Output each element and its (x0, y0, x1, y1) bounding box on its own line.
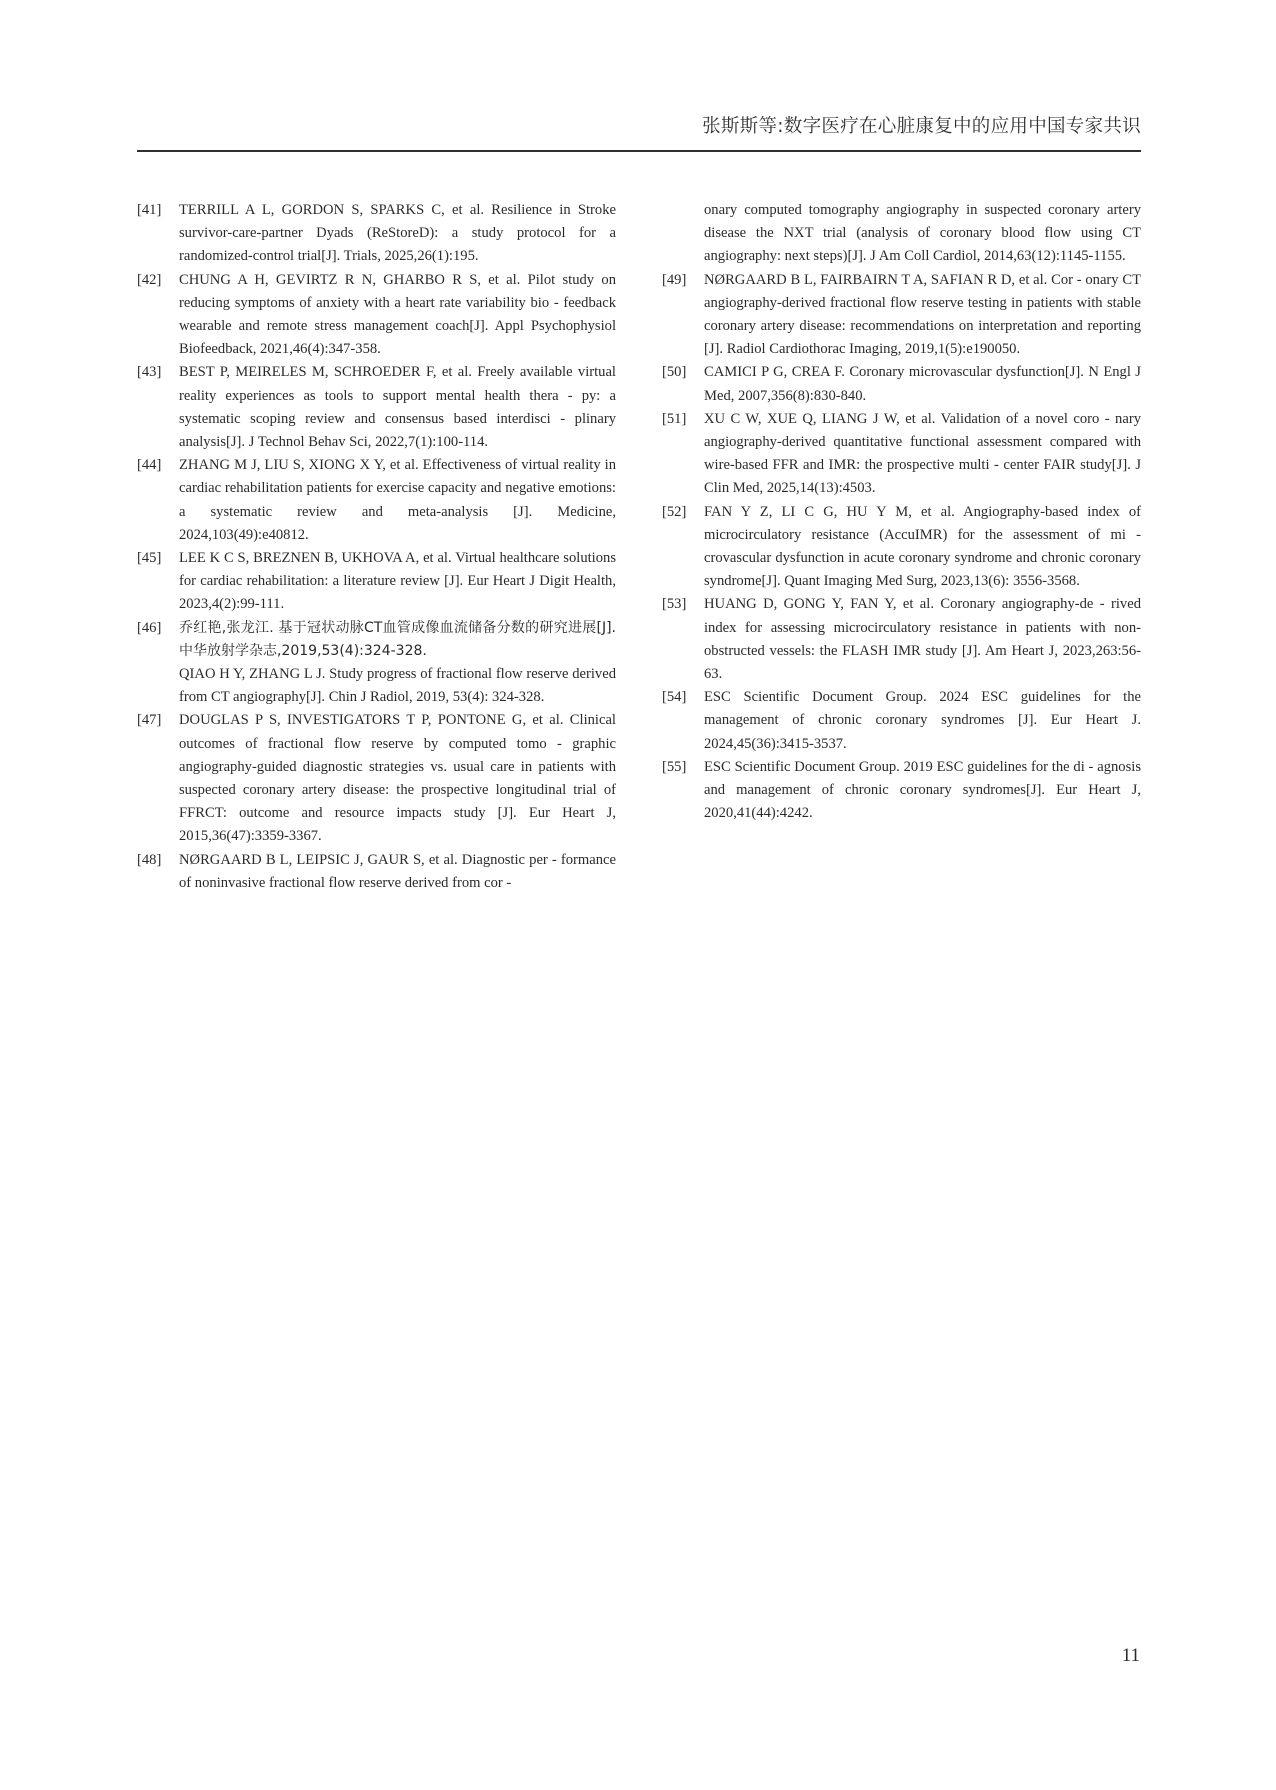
reference-text: NØRGAARD B L, FAIRBAIRN T A, SAFIAN R D, et al. Cor - onary CT angiography-derived fractional flow reserve testing in patients with stable coronary artery disease: recommendations on interpretation and reporting [J]. Radiol Cardiothorac Imaging, 2019,1(5):e190050. (704, 271, 1141, 358)
reference-item (662, 686, 1141, 756)
reference-text: FAN Y Z, LI C G, HU Y M, et al. Angiography-based index of microcirculatory resistance (AccuIMR) for the assessment of mi - crovascular dysfunction in acute coronary syndrome and chronic coronary syndrome[J]. Quant Imaging Med Surg, 2023,13(6): 3556-3568. (704, 503, 1141, 590)
reference-item (662, 361, 1141, 407)
reference-continuation: onary computed tomography angiography in suspected coronary artery disease the NXT trial (analysis of coronary blood flow using CT angiography: next steps)[J]. J Am Coll Cardiol, 2014,63(12):1145-1155. (704, 202, 1141, 265)
reference-number: [46] (137, 619, 162, 636)
running-header-title: 张斯斯等:数字医疗在心脏康复中的应用中国专家共识 (702, 116, 1141, 137)
reference-number: [43] (137, 364, 162, 381)
reference-number: [47] (137, 712, 162, 729)
reference-text: CHUNG A H, GEVIRTZ R N, GHARBO R S, et al. Pilot study on reducing symptoms of anxiety with a heart rate variability bio - feedback wearable and remote stress management coach[J]. Appl Psychophysiol Biofeedback, 2021,46(4):347-358. (179, 271, 616, 358)
reference-number: [42] (137, 271, 162, 288)
reference-text: DOUGLAS P S, INVESTIGATORS T P, PONTONE G, et al. Clinical outcomes of fractional flow reserve by computed tomo - graphic angiography-guided diagnostic strategies vs. usual care in patients with suspected coronary artery disease: the prospective longitudinal trial of FFRCT: outcome and resource impacts study [J]. Eur Heart J, 2015,36(47):3359-3367. (179, 712, 616, 845)
reference-text: XU C W, XUE Q, LIANG J W, et al. Validation of a novel coro - nary angiography-derived quantitative functional assessment compared with wire-based FFR and IMR: the prospective multi - center FAIR study[J]. J Clin Med, 2025,14(13):4503. (704, 410, 1141, 497)
reference-item (137, 454, 616, 547)
reference-number: [51] (662, 410, 687, 427)
reference-item (662, 593, 1141, 686)
reference-text: NØRGAARD B L, LEIPSIC J, GAUR S, et al. Diagnostic per - formance of noninvasive fractional flow reserve derived from cor - (179, 851, 616, 891)
right-column (662, 199, 1141, 825)
left-column (137, 199, 616, 895)
reference-item (662, 269, 1141, 362)
reference-item (137, 849, 616, 895)
reference-item (137, 709, 616, 848)
reference-text: TERRILL A L, GORDON S, SPARKS C, et al. Resilience in Stroke survivor-care-partner Dyads (ReStoreD): a study protocol for a randomized-control trial[J]. Trials, 2025,26(1):195. (179, 202, 616, 265)
reference-number: [54] (662, 689, 687, 706)
reference-text: ZHANG M J, LIU S, XIONG X Y, et al. Effectiveness of virtual reality in cardiac rehabilitation patients for exercise capacity and negative emotions: a systematic review and meta-analysis [J]. Medicine, 2024,103(49):e40812. (179, 457, 616, 543)
reference-item (662, 408, 1141, 501)
header-rule (137, 150, 1141, 152)
reference-text: LEE K C S, BREZNEN B, UKHOVA A, et al. Virtual healthcare solutions for cardiac rehabilitation: a literature review [J]. Eur Heart J Digit Health, 2023,4(2):99-111. (179, 550, 616, 613)
reference-number: [52] (662, 503, 687, 520)
reference-item (137, 269, 616, 362)
reference-number: [44] (137, 457, 162, 474)
reference-item (662, 501, 1141, 594)
reference-text: ESC Scientific Document Group. 2024 ESC guidelines for the management of chronic coronary syndromes [J]. Eur Heart J. 2024,45(36):3415-3537. (704, 689, 1141, 752)
reference-item (137, 199, 616, 269)
reference-text: HUANG D, GONG Y, FAN Y, et al. Coronary angiography-de - rived index for assessing microcirculatory resistance in patients with non-obstructed vessels: the FLASH IMR study [J]. Am Heart J, 2023,263:56-63. (704, 596, 1141, 683)
reference-item (137, 547, 616, 617)
reference-number: [48] (137, 851, 162, 868)
reference-text-english: QIAO H Y, ZHANG L J. Study progress of fractional flow reserve derived from CT angiography[J]. Chin J Radiol, 2019, 53(4): 324-328. (179, 666, 616, 706)
reference-text: BEST P, MEIRELES M, SCHROEDER F, et al. Freely available virtual reality experiences as tools to support mental health thera - py: a systematic scoping review and consensus based interdisci - plinary analysis[J]. J Technol Behav Sci, 2022,7(1):100-114. (179, 364, 616, 451)
page-number: 11 (1121, 1645, 1140, 1666)
reference-text: ESC Scientific Document Group. 2019 ESC guidelines for the di - agnosis and management of chronic coronary syndromes[J]. Eur Heart J, 2020,41(44):4242. (704, 758, 1141, 822)
reference-number: [53] (662, 596, 687, 613)
reference-number: [45] (137, 550, 162, 567)
reference-number: [49] (662, 271, 687, 288)
reference-text-chinese: 乔红艳,张龙江. 基于冠状动脉CT血管成像血流储备分数的研究进展[J]. 中华放射学杂志,2019,53(4):324-328. (179, 619, 616, 659)
reference-item (137, 617, 616, 663)
reference-text: CAMICI P G, CREA F. Coronary microvascular dysfunction[J]. N Engl J Med, 2007,356(8):830-840. (704, 364, 1141, 404)
reference-item (662, 756, 1141, 826)
reference-number: [50] (662, 364, 687, 381)
reference-item (137, 361, 616, 454)
reference-number: [55] (662, 758, 687, 775)
reference-number: [41] (137, 202, 162, 218)
